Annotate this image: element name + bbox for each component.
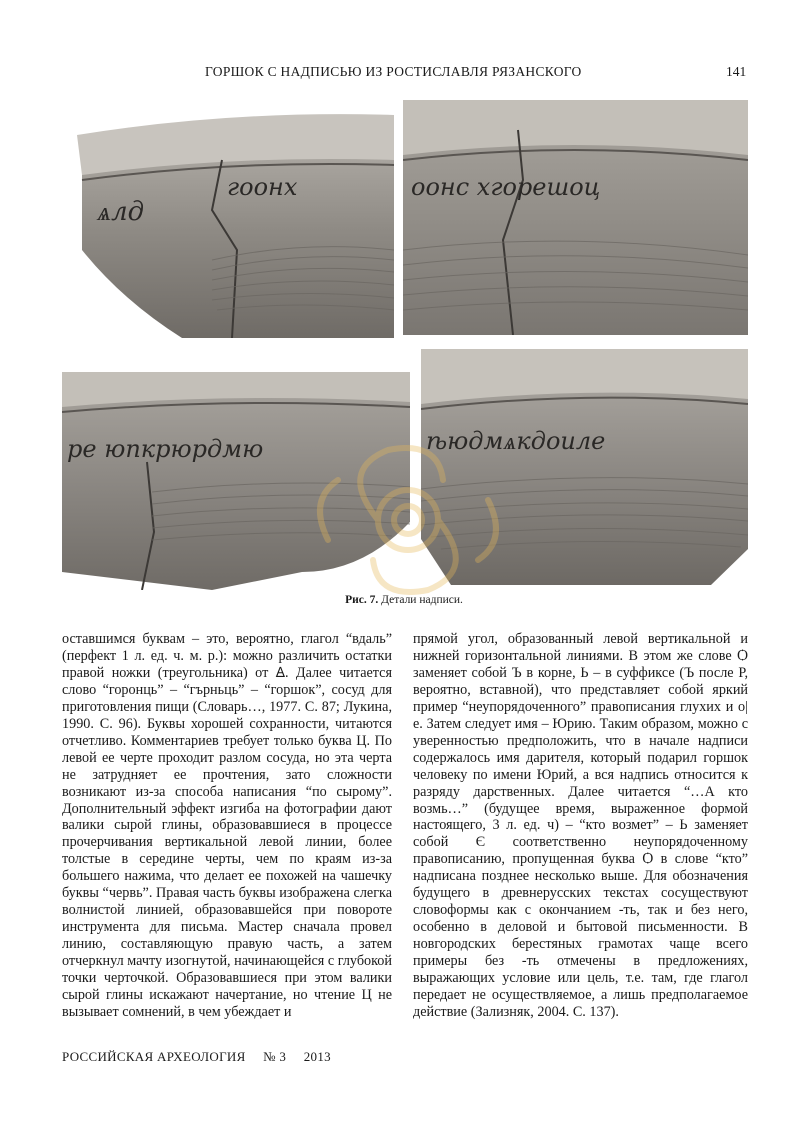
caption-label: Рис. 7.	[345, 594, 379, 606]
body-paragraph-right: прямой угол, образованный левой вертикальной и нижней горизонтальной линиями. В этом же слове Ѻ заменяет собой Ъ в корне, Ь – в суффиксе (Ъ после Р, вероятно, вставной), что представляет собой яркий пример “неупорядоченного” правописания глухих и о|е. Затем следует имя – Юрию. Таким образом, можно с уверенностью предположить, что в начале надписи содержалось имя дарителя, который подарил горшок человеку по имени Юрий, а вся надпись относится к разряду дарственных. Далее читается “…А кто возмь…” (будущее время, выраженное формой настоящего, 3 л. ед. ч) – “кто возмет” – Ь заменяет собой Є соответственно неупорядоченному правописанию, пропущенная буква Ѻ в слове “кто” надписана позднее несколько выше. Для обозначения будущего в древнерусских текстах сосуществуют словоформы как с окончанием -ть, так и без него, особенно в деловой и бытовой письменности. В новгородских берестяных грамотах чаще всего примеры без -ть отмечены в предложениях, выражающих условие или цель, т.е. там, где глагол передает не осуществляемое, а лишь предполагаемое действие (Зализняк, 2004. С. 137).	[413, 631, 748, 1020]
body-left-column	[62, 631, 392, 1021]
svg-text:ѣюдмѧкдоиле: ѣюдмѧкдоиле	[426, 427, 606, 455]
body-right-column	[413, 631, 748, 1021]
svg-text:гоонх: гоонх	[227, 173, 298, 201]
svg-text:ѧлд: ѧлд	[97, 197, 145, 227]
figure-photo-top-left	[62, 100, 394, 338]
watermark-ornament	[268, 410, 548, 610]
page-header	[0, 64, 808, 82]
issue-year: 2013	[303, 1049, 331, 1064]
svg-text:ре юпкрюрдмю: ре юпкрюрдмю	[67, 435, 264, 463]
running-title: ГОРШОК С НАДПИСЬЮ ИЗ РОСТИСЛАВЛЯ РЯЗАНСКОГО	[205, 64, 582, 79]
body-paragraph-left: оставшимся буквам – это, вероятно, глагол “вдаль” (перфект 1 л. ед. ч. м. р.): можно различить остатки правой ножки (треугольника) от Ꙙ. Далее читается слово “горонць” – “гърньць” – “горшок”, сосуд для приготовления пищи (Словарь…, 1977. С. 87; Лукина, 1990. С. 96). Буквы хорошей сохранности, читаются отчетливо. Комментариев требует только буква Ц. По левой ее черте проходит разлом сосуда, но эта черта не затрудняет ее прочтения, зато сложности возникают из-за способа написания “по сырому”. Дополнительный эффект изгиба на фотографии дают валики сырой глины, образовавшиеся в процессе прочерчивания вертикальной левой линии, более толстые в середине черты, чем по краям из-за большего нажима, что делает ее похожей на чашечку буквы “червь”. Правая часть буквы изображена слегка волнистой линией, образовавшейся при повороте инструмента для письма. Мастер сначала провел линию, составляющую правую часть, а затем отчеркнул мачту изогнутой, начинающейся с глубокой точки черточкой. Образовавшиеся при этом валики сырой глины искажают начертание, но чтение Ц не вызывает сомнений, в чем убеждает и	[62, 631, 392, 1020]
figure-photo-top-right	[403, 100, 748, 335]
figure-caption	[0, 594, 808, 606]
issue-number: № 3	[263, 1049, 287, 1064]
page-number: 141	[726, 64, 747, 79]
journal-name: РОССИЙСКАЯ АРХЕОЛОГИЯ	[62, 1049, 246, 1064]
svg-text:оонс хгорешоц: оонс хгорешоц	[411, 173, 601, 201]
page-footer	[62, 1049, 345, 1065]
caption-text: Детали надписи.	[381, 594, 463, 606]
